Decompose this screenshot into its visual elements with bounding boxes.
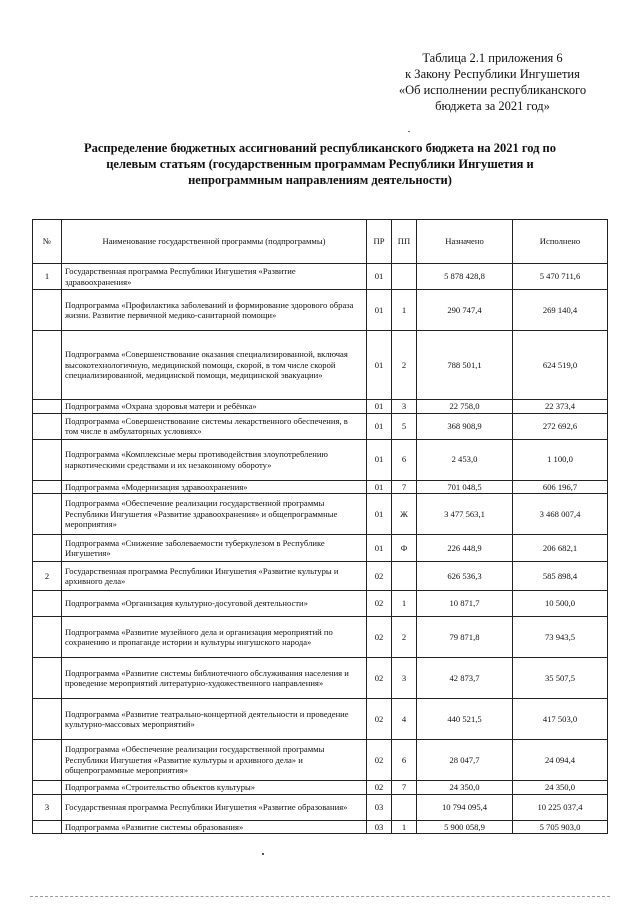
- cell-pr: 02: [367, 658, 392, 699]
- cell-pr: 03: [367, 820, 392, 834]
- column-header-name: Наименование государственной программы (подпрограммы): [62, 220, 367, 264]
- cell-planned: 226 448,9: [417, 535, 513, 562]
- table-row: [33, 794, 608, 820]
- cell-num: [33, 658, 62, 699]
- cell-num: [33, 781, 62, 795]
- budget-table: [32, 219, 608, 834]
- cell-num: [33, 331, 62, 400]
- cell-planned: 368 908,9: [417, 413, 513, 439]
- cell-name: Государственная программа Республики Ингушетия «Развитие культуры и архивного дела»: [62, 562, 367, 591]
- table-row: [33, 400, 608, 414]
- cell-planned: 42 873,7: [417, 658, 513, 699]
- cell-planned: 5 878 428,8: [417, 264, 513, 290]
- cell-name: Подпрограмма «Профилактика заболеваний и формирование здорового образа жизни. Развитие первичной медико-санитарной помощи»: [62, 290, 367, 331]
- column-header-pr: ПР: [367, 220, 392, 264]
- cell-pp: [392, 562, 417, 591]
- cell-planned: 290 747,4: [417, 290, 513, 331]
- cell-name: Подпрограмма «Развитие системы образования»: [62, 820, 367, 834]
- table-row: [33, 480, 608, 494]
- cell-num: [33, 617, 62, 658]
- cell-executed: 624 519,0: [513, 331, 608, 400]
- cell-pr: 01: [367, 264, 392, 290]
- cell-name: Государственная программа Республики Ингушетия «Развитие образования»: [62, 794, 367, 820]
- cell-pp: Ф: [392, 535, 417, 562]
- cell-executed: 5 470 711,6: [513, 264, 608, 290]
- page-edge-line: [30, 896, 610, 897]
- table-header-row: [33, 220, 608, 264]
- cell-executed: 35 507,5: [513, 658, 608, 699]
- appendix-line: к Закону Республики Ингушетия: [405, 67, 580, 81]
- cell-planned: 3 477 563,1: [417, 494, 513, 535]
- cell-planned: 28 047,7: [417, 740, 513, 781]
- table-row: [33, 658, 608, 699]
- column-header-pp: ПП: [392, 220, 417, 264]
- table-row: [33, 591, 608, 617]
- cell-pp: 2: [392, 617, 417, 658]
- cell-pr: 01: [367, 413, 392, 439]
- cell-pp: 5: [392, 413, 417, 439]
- cell-name: Подпрограмма «Организация культурно-досуговой деятельности»: [62, 591, 367, 617]
- cell-name: Подпрограмма «Снижение заболеваемости туберкулезом в Республике Ингушетия»: [62, 535, 367, 562]
- cell-pr: 02: [367, 617, 392, 658]
- cell-executed: 10 225 037,4: [513, 794, 608, 820]
- cell-pp: 7: [392, 480, 417, 494]
- cell-pr: 01: [367, 290, 392, 331]
- cell-pp: [392, 794, 417, 820]
- cell-num: [33, 740, 62, 781]
- cell-name: Подпрограмма «Совершенствование системы лекарственного обеспечения, в том числе в амбулаторных условиях»: [62, 413, 367, 439]
- cell-planned: 788 501,1: [417, 331, 513, 400]
- appendix-line: бюджета за 2021 год»: [435, 99, 550, 113]
- table-row: [33, 617, 608, 658]
- column-header-planned: Назначено: [417, 220, 513, 264]
- cell-pr: 01: [367, 535, 392, 562]
- table-row: [33, 290, 608, 331]
- cell-num: 1: [33, 264, 62, 290]
- cell-pr: 02: [367, 699, 392, 740]
- cell-name: Подпрограмма «Комплексные меры противодействия злоупотреблению наркотическими средствами и их незаконному обороту»: [62, 439, 367, 480]
- cell-name: Подпрограмма «Развитие музейного дела и организация мероприятий по сохранению и пропаганде истории и культуры ингушского народа»: [62, 617, 367, 658]
- cell-pp: 4: [392, 699, 417, 740]
- cell-executed: 606 196,7: [513, 480, 608, 494]
- cell-num: 3: [33, 794, 62, 820]
- table-row: [33, 439, 608, 480]
- cell-num: [33, 699, 62, 740]
- cell-name: Подпрограмма «Развитие театрально-концертной деятельности и проведение культурно-массовых мероприятий»: [62, 699, 367, 740]
- document-title: Распределение бюджетных ассигнований республиканского бюджета на 2021 год по целевым статьям (государственным программам Республики Ингушетия и непрограммным направлениям деятельности): [84, 141, 556, 187]
- cell-pr: 02: [367, 591, 392, 617]
- cell-planned: 79 871,8: [417, 617, 513, 658]
- cell-pp: 3: [392, 658, 417, 699]
- cell-pr: 01: [367, 331, 392, 400]
- cell-planned: 2 453,0: [417, 439, 513, 480]
- cell-pp: 7: [392, 781, 417, 795]
- cell-pp: 2: [392, 331, 417, 400]
- cell-pr: 02: [367, 562, 392, 591]
- cell-executed: 206 682,1: [513, 535, 608, 562]
- column-header-num: №: [33, 220, 62, 264]
- cell-name: Подпрограмма «Развитие системы библиотечного обслуживания населения и проведение мероприятий литературно-художественного направления»: [62, 658, 367, 699]
- appendix-line: «Об исполнении республиканского: [398, 83, 587, 97]
- scan-speck: [408, 131, 410, 132]
- cell-executed: 24 350,0: [513, 781, 608, 795]
- cell-pr: 02: [367, 781, 392, 795]
- cell-planned: 22 758,0: [417, 400, 513, 414]
- cell-name: Государственная программа Республики Ингушетия «Развитие здравоохранения»: [62, 264, 367, 290]
- cell-executed: 10 500,0: [513, 591, 608, 617]
- table-row: [33, 331, 608, 400]
- cell-name: Подпрограмма «Охрана здоровья матери и ребёнка»: [62, 400, 367, 414]
- cell-pp: 6: [392, 740, 417, 781]
- cell-pr: 01: [367, 480, 392, 494]
- cell-planned: 701 048,5: [417, 480, 513, 494]
- cell-name: Подпрограмма «Модернизация здравоохранения»: [62, 480, 367, 494]
- cell-pp: Ж: [392, 494, 417, 535]
- cell-planned: 626 536,3: [417, 562, 513, 591]
- table-row: [33, 264, 608, 290]
- cell-executed: 1 100,0: [513, 439, 608, 480]
- cell-executed: 3 468 007,4: [513, 494, 608, 535]
- cell-pr: 01: [367, 494, 392, 535]
- cell-num: [33, 480, 62, 494]
- cell-pp: 3: [392, 400, 417, 414]
- column-header-executed: Исполнено: [513, 220, 608, 264]
- cell-executed: 272 692,6: [513, 413, 608, 439]
- cell-executed: 24 094,4: [513, 740, 608, 781]
- cell-planned: 10 794 095,4: [417, 794, 513, 820]
- cell-planned: 440 521,5: [417, 699, 513, 740]
- cell-num: [33, 591, 62, 617]
- table-row: [33, 413, 608, 439]
- cell-executed: 73 943,5: [513, 617, 608, 658]
- table-body: [33, 264, 608, 834]
- table-row: [33, 494, 608, 535]
- cell-planned: 10 871,7: [417, 591, 513, 617]
- cell-pp: 6: [392, 439, 417, 480]
- cell-planned: 24 350,0: [417, 781, 513, 795]
- cell-executed: 5 705 903,0: [513, 820, 608, 834]
- cell-pr: 01: [367, 400, 392, 414]
- appendix-header: [380, 50, 605, 114]
- cell-executed: 269 140,4: [513, 290, 608, 331]
- cell-planned: 5 900 058,9: [417, 820, 513, 834]
- cell-executed: 22 373,4: [513, 400, 608, 414]
- cell-name: Подпрограмма «Совершенствование оказания специализированной, включая высокотехнологичную, медицинской помощи, скорой, в том числе скорой специализированной, медицинской помощи, медицинской эвакуации»: [62, 331, 367, 400]
- cell-executed: 585 898,4: [513, 562, 608, 591]
- cell-pp: 1: [392, 591, 417, 617]
- cell-num: [33, 820, 62, 834]
- cell-pr: 03: [367, 794, 392, 820]
- cell-name: Подпрограмма «Обеспечение реализации государственной программы Республики Ингушетия «Развитие культуры и архивного дела» и общепрограммные мероприятия»: [62, 740, 367, 781]
- table-row: [33, 820, 608, 834]
- cell-name: Подпрограмма «Строительство объектов культуры»: [62, 781, 367, 795]
- table-row: [33, 535, 608, 562]
- table-row: [33, 699, 608, 740]
- cell-pp: [392, 264, 417, 290]
- cell-pp: 1: [392, 290, 417, 331]
- cell-pr: 02: [367, 740, 392, 781]
- table-row: [33, 740, 608, 781]
- cell-pr: 01: [367, 439, 392, 480]
- cell-num: [33, 439, 62, 480]
- table-row: [33, 562, 608, 591]
- cell-num: [33, 494, 62, 535]
- cell-pp: 1: [392, 820, 417, 834]
- cell-num: [33, 400, 62, 414]
- cell-num: [33, 290, 62, 331]
- cell-name: Подпрограмма «Обеспечение реализации государственной программы Республики Ингушетия «Развитие здравоохранения» и общепрограммные мероприятия»: [62, 494, 367, 535]
- table-row: [33, 781, 608, 795]
- scan-speck: [262, 853, 264, 855]
- cell-num: [33, 535, 62, 562]
- cell-num: 2: [33, 562, 62, 591]
- appendix-line: Таблица 2.1 приложения 6: [422, 51, 563, 65]
- cell-num: [33, 413, 62, 439]
- cell-executed: 417 503,0: [513, 699, 608, 740]
